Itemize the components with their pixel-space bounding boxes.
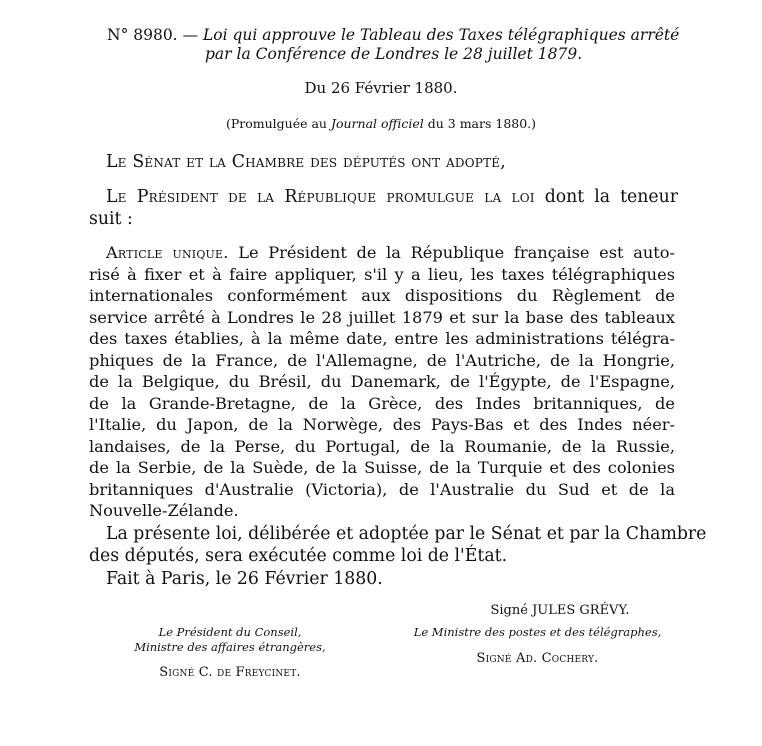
promulgation-open: (Promulguée au <box>225 116 331 131</box>
right-signatory-title: Le Ministre des postes et des télégraphes, <box>413 625 662 639</box>
article-line-1 <box>106 243 675 262</box>
article-label: Article unique. <box>106 243 229 262</box>
fait-a-paris-line: Fait à Paris, le 26 Février 1880. <box>106 569 383 589</box>
promulgation-close: du 3 mars 1880.) <box>423 116 537 131</box>
president-promulgation-smallcaps: Le Président de la République promulgue la loi <box>106 187 535 207</box>
left-signature-block <box>105 625 355 680</box>
article-line: de la Serbie, de la Suède, de la Suisse, de la Turquie et des colonies <box>89 458 675 477</box>
article-line: phiques de la France, de l'Allemagne, de l'Autriche, de la Hongrie, <box>89 350 675 370</box>
article-line-1-text: Le Président de la République française est auto- <box>228 243 676 262</box>
left-signatory-title-1: Le Président du Conseil, <box>158 625 302 639</box>
article-line: l'Italie, du Japon, de la Norwège, des Pays-Bas et des Indes néer- <box>89 415 675 434</box>
law-title-line-1 <box>107 26 679 44</box>
law-title-text-1: — Loi qui approuve le Tableau des Taxes télégraphiques arrêté <box>182 26 680 44</box>
article-line: de la Grande-Bretagne, de la Grèce, des Indes britanniques, de <box>89 393 675 413</box>
left-signatory-name: Signé C. de Freycinet. <box>159 665 301 680</box>
law-title-line-2: par la Conférence de Londres le 28 juillet 1879. <box>205 45 583 63</box>
closing-line-1: La présente loi, délibérée et adoptée par le Sénat et par la Chambre <box>106 524 707 544</box>
president-promulgation-line-1 <box>106 187 678 207</box>
president-promulgation-rest: dont la teneur <box>534 187 678 207</box>
article-line: britanniques d'Australie (Victoria), de l'Australie du Sud et de la <box>89 479 675 499</box>
right-signature-block <box>400 625 675 666</box>
senat-adoption-line: Le Sénat et la Chambre des députés ont adopté, <box>106 152 506 172</box>
article-line: internationales conformément aux dispositions du Règlement de <box>89 286 675 305</box>
article-line: service arrêté à Londres le 28 juillet 1879 et sur la base des tableaux <box>89 307 675 327</box>
article-line: risé à fixer et à faire appliquer, s'il y a lieu, les taxes télégraphiques <box>89 264 675 284</box>
promulgation-note <box>0 116 762 131</box>
article-line: de la Belgique, du Brésil, du Danemark, de l'Égypte, de l'Espagne, <box>89 372 675 391</box>
article-line: landaises, de la Perse, du Portugal, de la Roumanie, de la Russie, <box>89 436 675 456</box>
journal-name: Journal officiel <box>330 116 424 131</box>
law-number: N° 8980. <box>107 26 178 44</box>
closing-line-2: des députés, sera exécutée comme loi de l'État. <box>89 546 508 566</box>
president-signature: Signé JULES GRÉVY. <box>490 603 630 618</box>
president-promulgation-line-2: suit : <box>89 209 133 229</box>
article-line: Nouvelle-Zélande. <box>89 501 239 520</box>
left-signatory-title-2: Ministre des affaires étrangères, <box>134 640 326 654</box>
article-line: des taxes établies, à la même date, entre les administrations télégra- <box>89 329 675 348</box>
law-date: Du 26 Février 1880. <box>304 79 458 97</box>
right-signatory-name: Signé Ad. Cochery. <box>476 651 599 666</box>
